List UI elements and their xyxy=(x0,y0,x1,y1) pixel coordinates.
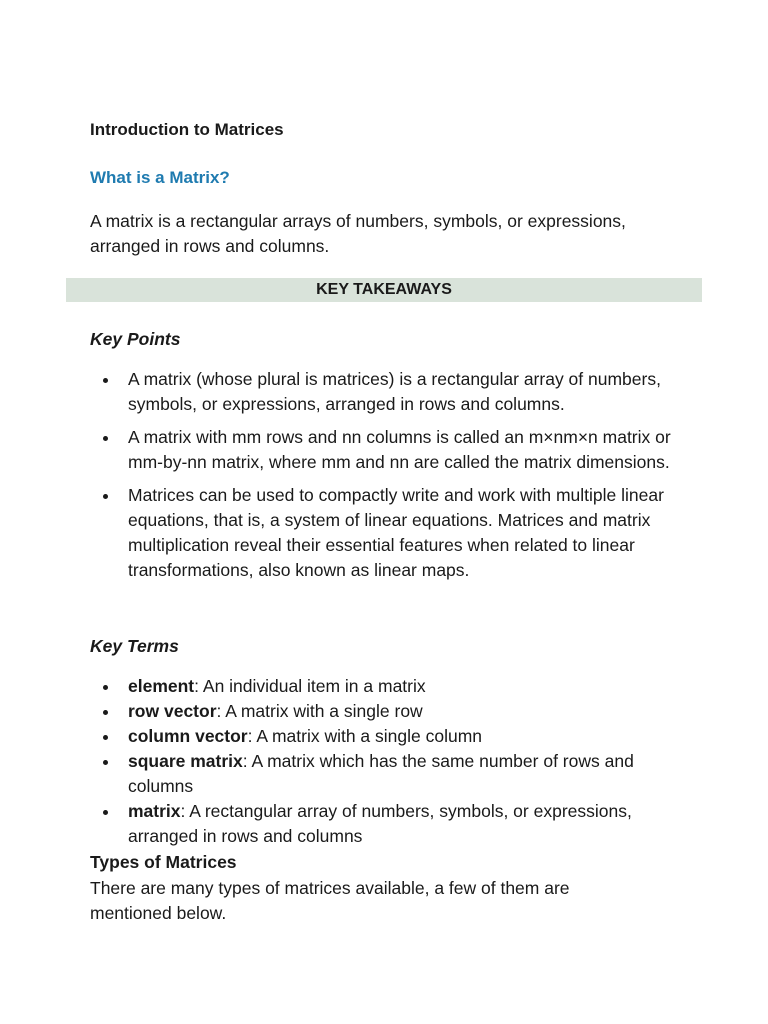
types-heading: Types of Matrices xyxy=(90,852,237,872)
key-point-text: Matrices can be used to compactly write and work with multiple linear equations, that is, a system of linear equations. Matrices and matrix multiplication reveal their essential features when related to linear transformations, also known as linear maps. xyxy=(128,485,664,580)
list-item xyxy=(90,724,680,749)
bullet-icon xyxy=(103,810,108,815)
term-name: row vector xyxy=(128,701,217,721)
key-points-list xyxy=(90,367,680,591)
bullet-icon xyxy=(103,378,108,383)
key-terms-heading: Key Terms xyxy=(90,636,179,656)
key-point-text: A matrix (whose plural is matrices) is a rectangular array of numbers, symbols, or expressions, arranged in rows and columns. xyxy=(128,369,661,414)
document-title: Introduction to Matrices xyxy=(90,120,284,139)
key-terms-list xyxy=(90,674,680,849)
intro-paragraph: A matrix is a rectangular arrays of numbers, symbols, or expressions, arranged in rows and columns. xyxy=(90,211,626,256)
bullet-icon xyxy=(103,685,108,690)
list-item xyxy=(90,425,680,475)
key-points-heading: Key Points xyxy=(90,329,181,349)
types-paragraph: There are many types of matrices available, a few of them are mentioned below. xyxy=(90,878,570,923)
term-definition: : A matrix with a single column xyxy=(247,726,483,746)
term-name: element xyxy=(128,676,195,696)
term-definition: : An individual item in a matrix xyxy=(194,676,426,696)
list-item xyxy=(90,699,680,724)
bullet-icon xyxy=(103,735,108,740)
list-item xyxy=(90,674,680,699)
term-name: column vector xyxy=(128,726,248,746)
bullet-icon xyxy=(103,760,108,765)
term-definition: : A matrix with a single row xyxy=(216,701,423,721)
term-name: matrix xyxy=(128,801,181,821)
list-item xyxy=(90,483,680,583)
section-heading: What is a Matrix? xyxy=(90,168,230,187)
list-item xyxy=(90,799,680,849)
term-definition: : A rectangular array of numbers, symbols, or expressions, arranged in rows and columns xyxy=(128,801,632,846)
list-item xyxy=(90,367,680,417)
term-name: square matrix xyxy=(128,751,243,771)
list-item xyxy=(90,749,680,799)
bullet-icon xyxy=(103,710,108,715)
key-point-text: A matrix with mm rows and nn columns is called an m×nm×n matrix or mm-by-nn matrix, where mm and nn are called the matrix dimensions. xyxy=(128,427,671,472)
term-definition: : A matrix which has the same number of rows and columns xyxy=(128,751,634,796)
bullet-icon xyxy=(103,436,108,441)
key-takeaways-banner: KEY TAKEAWAYS xyxy=(66,278,702,302)
bullet-icon xyxy=(103,494,108,499)
